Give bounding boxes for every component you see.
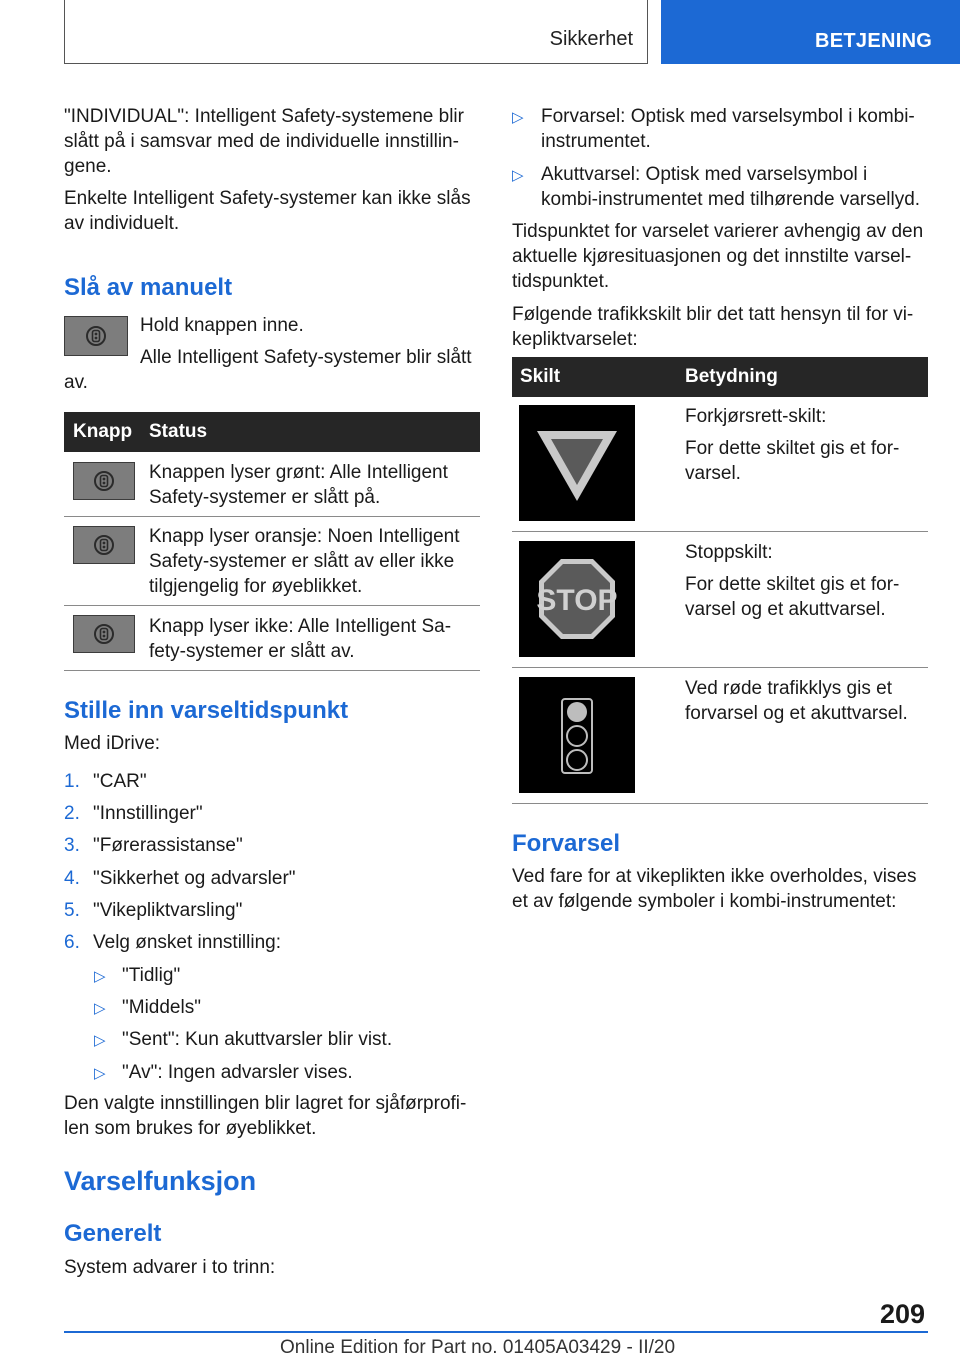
step-number: 1.: [64, 771, 80, 792]
safety-button-orange-icon: [73, 526, 135, 564]
table-divider: [64, 605, 480, 606]
table-divider: [64, 516, 480, 517]
saved-note: Den valgte innstillingen blir lagret for sjåførprofi-len som brukes for øyeblikket.: [64, 1093, 467, 1139]
table-divider: [64, 670, 480, 671]
table-divider: [512, 667, 928, 668]
step-text: "CAR": [93, 771, 147, 792]
step-number: 3.: [64, 835, 80, 856]
header-section-box: [64, 0, 648, 64]
yield-sign-title: Forkjørsrett-skilt:: [685, 406, 827, 427]
status-row-1: Knappen lyser grønt: Alle Intelligent Safety-systemer er slått på.: [149, 462, 448, 508]
signs-intro: Følgende trafikkskilt blir det tatt hensyn til for vi-kepliktvarselet:: [512, 304, 914, 350]
triangle-bullet-icon: ▷: [94, 1000, 106, 1017]
heading-general: Generelt: [64, 1220, 162, 1247]
stop-sign-desc: For dette skiltet gis et for-varsel og et akuttvarsel.: [685, 574, 900, 620]
idrive-label: Med iDrive:: [64, 733, 161, 754]
heading-prewarning: Forvarsel: [512, 830, 621, 857]
footer-edition: Online Edition for Part no. 01405A03429 - II/20: [280, 1337, 676, 1358]
traffic-light-icon: [519, 677, 635, 793]
step-number: 5.: [64, 900, 80, 921]
table-divider: [512, 531, 928, 532]
heading-warning-function: Varselfunksjon: [64, 1166, 257, 1196]
bullet-acute-warning: Akuttvarsel: Optisk med varselsymbol i kombi-instrumentet med tilhørende varsellyd.: [541, 164, 921, 210]
header-chapter-title: BETJENING: [815, 30, 933, 52]
heading-warning-time: Stille inn varseltidspunkt: [64, 697, 349, 724]
heading-manual-off: Slå av manuelt: [64, 274, 233, 301]
prewarning-text: Ved fare for at vikeplikten ikke overholdes, vises et av følgende symboler i kombi-instrumentet:: [512, 866, 917, 912]
stop-sign-image: [519, 541, 635, 657]
footer-rule: [64, 1331, 928, 1333]
triangle-bullet-icon: ▷: [94, 968, 106, 985]
triangle-bullet-icon: ▷: [512, 109, 524, 126]
intro-paragraph: "INDIVIDUAL": Intelligent Safety-systemene blir slått på i samsvar med de individuelle innstillin-gene.: [64, 106, 464, 177]
yield-sign-icon: [519, 405, 635, 521]
safety-button-off-icon: [73, 615, 135, 653]
option-text: "Tidlig": [122, 965, 181, 986]
step-text: "Sikkerhet og advarsler": [93, 868, 296, 889]
triangle-bullet-icon: ▷: [94, 1065, 106, 1082]
step-number: 4.: [64, 868, 80, 889]
page-number: 209: [880, 1299, 926, 1329]
header-chapter-tab: [661, 0, 960, 64]
option-text: "Av": Ingen advarsler vises.: [122, 1062, 353, 1083]
stop-sign-text: STOP: [536, 584, 618, 617]
yield-sign-image: [519, 405, 635, 521]
col-knapp: Knapp: [73, 421, 133, 442]
table-divider: [512, 803, 928, 804]
col-status: Status: [149, 421, 208, 442]
option-text: "Middels": [122, 997, 201, 1018]
col-skilt: Skilt: [520, 366, 561, 387]
yield-sign-desc: For dette skiltet gis et for-varsel.: [685, 438, 900, 484]
triangle-bullet-icon: ▷: [512, 167, 524, 184]
general-text: System advarer i to trinn:: [64, 1257, 276, 1278]
bullet-prewarning: Forvarsel: Optisk med varselsymbol i kombi-instrumentet.: [541, 106, 915, 152]
manual-step-1: Hold knappen inne.: [140, 315, 304, 336]
step-text: "Vikepliktvarsling": [93, 900, 243, 921]
step-text: Velg ønsket innstilling:: [93, 932, 281, 953]
step-number: 6.: [64, 932, 80, 953]
option-text: "Sent": Kun akuttvarsler blir vist.: [122, 1029, 393, 1050]
status-row-2: Knapp lyser oransje: Noen Intelligent Safety-systemer er slått av eller ikke tilgjengelig for øyeblikket.: [149, 526, 460, 597]
triangle-bullet-icon: ▷: [94, 1032, 106, 1049]
traffic-light-image: [519, 677, 635, 793]
safety-button-green-icon: [73, 462, 135, 500]
stop-sign-title: Stoppskilt:: [685, 542, 773, 563]
intro-paragraph-2: Enkelte Intelligent Safety-systemer kan ikke slås av individuelt.: [64, 188, 471, 234]
step-text: "Innstillinger": [93, 803, 203, 824]
col-betydning: Betydning: [685, 366, 778, 387]
timing-paragraph: Tidspunktet for varselet varierer avhengig av den aktuelle kjøresituasjonen og det innstilte varsel-tidspunktet.: [512, 221, 924, 292]
header-section-title: Sikkerhet: [549, 28, 633, 50]
traffic-light-desc: Ved røde trafikklys gis et forvarsel og et akuttvarsel.: [685, 678, 908, 724]
manual-step-2: Alle Intelligent Safety-systemer blir slått av.: [64, 347, 472, 393]
status-row-3: Knapp lyser ikke: Alle Intelligent Sa-fety-systemer er slått av.: [149, 616, 452, 662]
signs-table-header: [512, 357, 928, 397]
stop-sign-icon: [519, 541, 635, 657]
step-number: 2.: [64, 803, 80, 824]
step-text: "Førerassistanse": [93, 835, 243, 856]
button-status-table-header: [64, 412, 480, 452]
